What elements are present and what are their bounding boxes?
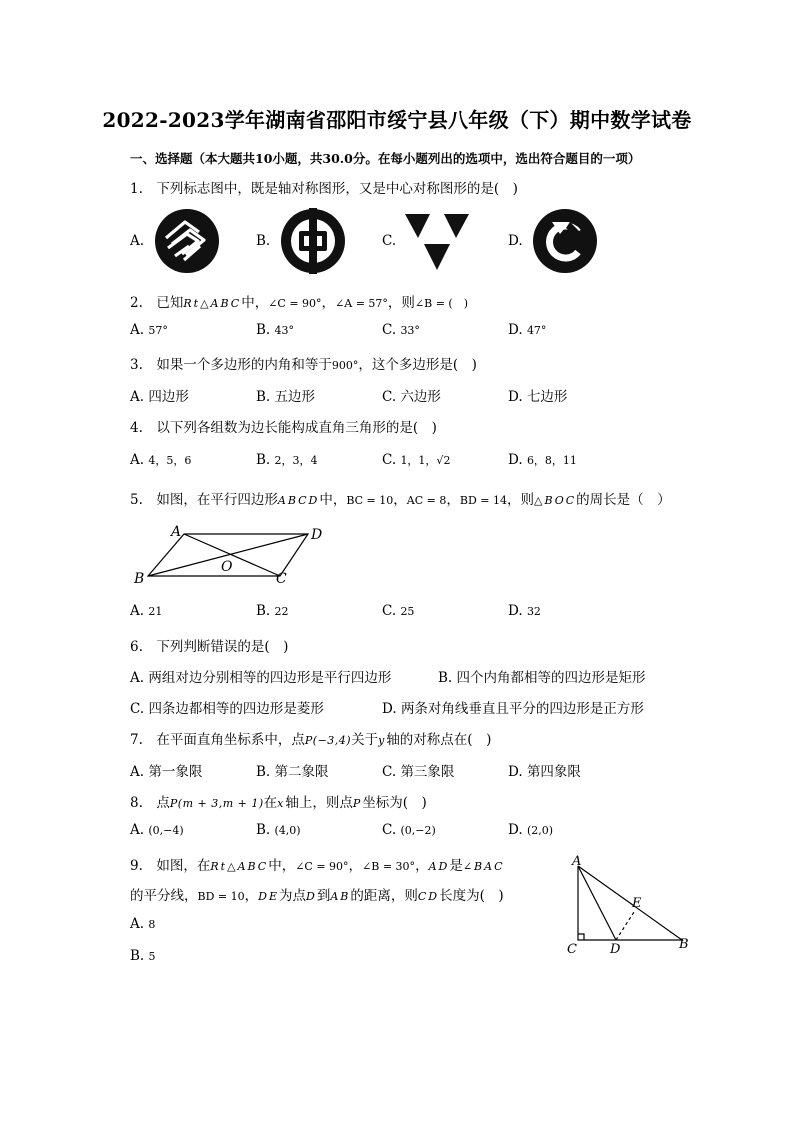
q1-option-c-label: C. (382, 233, 397, 249)
q9-math-cd: CD (417, 890, 440, 903)
q1-option-b-label: B. (256, 233, 271, 249)
q9-option-b-label: B. (130, 948, 145, 964)
question-7-stem (130, 728, 491, 748)
q9-text-f: 到 (316, 888, 331, 904)
q2-text-a: 2. 已知 (130, 295, 184, 311)
q2-math-angle-a: ∠A = 57° (335, 297, 388, 310)
q9-text-c: 是 (449, 858, 463, 874)
q4-option-c (382, 452, 450, 468)
q6-option-a (130, 666, 391, 686)
label-c: C (276, 571, 287, 587)
q9-sep-2: ， (415, 858, 429, 874)
label-d: D (311, 527, 323, 543)
q5-option-d-label: D. (508, 603, 523, 619)
question-9-stem-line-1 (130, 854, 505, 874)
q8-option-b-label: B. (256, 822, 271, 838)
label-a: A (171, 524, 182, 540)
construction-bank-logo-icon (530, 208, 600, 274)
question-8-stem (130, 791, 427, 811)
q4-option-c-text: 1，1，√2 (400, 454, 451, 467)
q4-option-d-text: 6，8，11 (526, 454, 577, 467)
q2-math-triangle: Rt△ABC (183, 297, 242, 310)
q7-option-d-label: D. (508, 764, 523, 780)
q3-option-d (508, 385, 567, 405)
q5-option-d (508, 603, 541, 619)
q8-option-b-text: (4,0) (274, 824, 301, 837)
q9-math-ab: AB (330, 890, 351, 903)
q7-option-b-text: 第二象限 (274, 764, 329, 780)
q5-math-bc: BC = 10 (346, 494, 394, 507)
q7-math-point: P(−3,4) (304, 734, 352, 747)
q3-option-d-text: 七边形 (526, 389, 568, 405)
q6-option-b (438, 666, 646, 686)
q5-option-b (256, 603, 289, 619)
q2-option-c-text: 33° (400, 324, 420, 337)
q5-text-b: 中， (319, 492, 347, 508)
q5-math-triangle: △BOC (533, 494, 577, 507)
q2-option-b (256, 322, 294, 338)
q5-option-c-text: 25 (400, 605, 415, 618)
q3-text-b: ，这个多边形是( ) (358, 357, 477, 373)
q5-math-ac: AC = 8 (406, 494, 447, 507)
q5-option-b-text: 22 (274, 605, 289, 618)
q8-option-a-label: A. (130, 822, 145, 838)
q9-text-b: 中， (268, 858, 296, 874)
q8-math-x: x (277, 797, 286, 810)
q2-option-a-text: 57° (148, 324, 168, 337)
q8-math-point: P(m + 3,m + 1) (169, 797, 264, 810)
q1-option-d-label: D. (508, 233, 523, 249)
q8-option-b (256, 822, 301, 838)
q6-option-b-text: 四个内角都相等的四边形是矩形 (456, 670, 646, 686)
q5-text-d: 的周长是（ ） (576, 492, 671, 508)
exam-title: 2022-2023学年湖南省邵阳市绥宁县八年级（下）期中数学试卷 (102, 108, 692, 132)
q2-option-d (508, 322, 546, 338)
q3-option-d-label: D. (508, 389, 523, 405)
q9-text-a: 9. 如图，在 (130, 858, 211, 874)
right-triangle-figure (560, 852, 700, 960)
q5-option-a (130, 603, 162, 619)
q3-option-a-text: 四边形 (148, 389, 189, 405)
label-b: B (679, 937, 689, 952)
q4-option-a-text: 4，5，6 (148, 454, 192, 467)
q5-option-c-label: C. (382, 603, 397, 619)
q8-text-b: 在 (263, 795, 278, 811)
q1-option-a-label: A. (130, 233, 145, 249)
q7-option-c-text: 第三象限 (400, 764, 455, 780)
q3-option-a-label: A. (130, 389, 145, 405)
q8-text-a: 8. 点 (130, 795, 170, 811)
question-2-stem (130, 291, 468, 311)
q7-math-y: y (378, 734, 387, 747)
q7-option-d (508, 760, 581, 780)
q2-text-b: 中， (241, 295, 269, 311)
q2-option-c-label: C. (382, 322, 397, 338)
q9-sep-1: ， (348, 858, 363, 874)
q3-option-a (130, 385, 189, 405)
q9-math-bd: BD = 10 (197, 890, 245, 903)
q5-math-abcd: ABCD (277, 494, 320, 507)
q5-text-c: ，则 (506, 492, 534, 508)
q4-option-a-label: A. (130, 452, 145, 468)
q9-text-h: 长度为( ) (439, 888, 504, 904)
question-5-stem (130, 488, 671, 508)
q8-option-a-text: (0,−4) (148, 824, 184, 837)
q8-text-c: 轴上，则点 (285, 795, 353, 811)
q4-option-b-label: B. (256, 452, 271, 468)
q6-option-c-text: 四条边都相等的四边形是菱形 (148, 701, 324, 717)
q5-option-a-label: A. (130, 603, 145, 619)
section-heading: 一、选择题（本大题共10小题，共30.0分。在每小题列出的选项中，选出符合题目的一项） (130, 151, 641, 166)
q4-option-b (256, 452, 318, 468)
q2-option-d-label: D. (508, 322, 523, 338)
q8-option-a (130, 822, 184, 838)
q9-text-g: 的距离，则 (350, 888, 418, 904)
q6-option-d-label: D. (382, 701, 397, 717)
q9-option-b (130, 948, 156, 964)
q3-option-c-label: C. (382, 389, 397, 405)
q3-math-degrees: 900° (331, 359, 359, 372)
question-1-stem: 1. 下列标志图中，既是轴对称图形，又是中心对称图形的是( ) (130, 181, 518, 197)
q2-option-b-text: 43° (274, 324, 295, 337)
q9-math-ad: AD (428, 860, 450, 873)
q3-option-b (256, 385, 315, 405)
label-b: B (134, 571, 145, 587)
q8-option-c-label: C. (382, 822, 397, 838)
question-9-stem-line-2 (130, 884, 504, 904)
q9-math-angle-bac: ∠BAC (462, 860, 505, 873)
q6-option-d (382, 697, 644, 717)
question-4-stem: 4. 以下列各组数为边长能构成直角三角形的是( ) (130, 420, 437, 436)
q8-option-d (508, 822, 553, 838)
question-6-stem: 6. 下列判断错误的是( ) (130, 639, 289, 655)
parallelogram-figure (128, 520, 338, 590)
q2-option-b-label: B. (256, 322, 271, 338)
q2-option-a-label: A. (130, 322, 145, 338)
q2-math-angle-c: ∠C = 90° (268, 297, 322, 310)
q4-option-d-label: D. (508, 452, 523, 468)
q9-math-angle-c: ∠C = 90° (295, 860, 349, 873)
q8-option-d-label: D. (508, 822, 523, 838)
q7-text-c: 轴的对称点在( ) (386, 732, 492, 748)
q9-text-e: 为点 (278, 888, 306, 904)
q6-option-d-text: 两条对角线垂直且平分的四边形是正方形 (400, 701, 644, 717)
china-mobile-logo-icon (152, 208, 222, 274)
q2-option-a (130, 322, 168, 338)
q9-math-triangle: Rt△ABC (210, 860, 269, 873)
q6-option-c-label: C. (130, 701, 145, 717)
q3-option-c (382, 385, 441, 405)
label-e: E (632, 896, 642, 911)
q5-text-a: 5. 如图，在平行四边形 (130, 492, 278, 508)
q6-option-b-label: B. (438, 670, 453, 686)
label-a: A (572, 854, 582, 869)
label-d: D (610, 942, 621, 957)
q4-option-d (508, 452, 577, 468)
label-o: O (221, 559, 233, 575)
q9-option-a (130, 916, 155, 932)
q7-option-c-label: C. (382, 764, 397, 780)
q9-option-a-label: A. (130, 916, 145, 932)
q7-text-a: 7. 在平面直角坐标系中，点 (130, 732, 305, 748)
q5-option-d-text: 32 (526, 605, 541, 618)
q7-option-c (382, 760, 454, 780)
q7-option-b (256, 760, 329, 780)
q3-option-b-text: 五边形 (274, 389, 316, 405)
q6-option-c (130, 697, 324, 717)
q2-sep-1: ， (321, 295, 336, 311)
q8-option-d-text: (2,0) (526, 824, 554, 837)
q7-option-a-label: A. (130, 764, 145, 780)
q9-option-b-text: 5 (148, 950, 156, 963)
q9-math-d: D (305, 890, 317, 903)
label-c: C (567, 942, 577, 957)
q9-math-angle-b: ∠B = 30° (362, 860, 416, 873)
q3-text-a: 3. 如果一个多边形的内角和等于 (130, 357, 332, 373)
q7-option-a-text: 第一象限 (148, 764, 203, 780)
q3-option-b-label: B. (256, 389, 271, 405)
q6-option-a-label: A. (130, 670, 145, 686)
q3-option-c-text: 六边形 (400, 389, 441, 405)
q8-math-p: P (352, 797, 363, 810)
q4-option-a (130, 452, 191, 468)
q8-option-c-text: (0,−2) (400, 824, 436, 837)
q7-option-d-text: 第四象限 (526, 764, 581, 780)
q9-sep-3: ， (244, 888, 259, 904)
q5-option-c (382, 603, 414, 619)
inverted-triangles-logo-icon (404, 212, 470, 272)
q5-math-bd: BD = 14 (459, 494, 507, 507)
q8-option-c (382, 822, 436, 838)
q6-option-a-text: 两组对边分别相等的四边形是平行四边形 (148, 670, 392, 686)
q7-text-b: 关于 (351, 732, 379, 748)
question-3-stem (130, 353, 477, 373)
bank-of-china-logo-icon (278, 208, 348, 274)
q5-option-a-text: 21 (148, 605, 163, 618)
q4-option-b-text: 2，3，4 (274, 454, 318, 467)
q8-text-d: 坐标为( ) (362, 795, 427, 811)
q2-text-c: ，则 (387, 295, 415, 311)
q9-text-d: 的平分线， (130, 888, 198, 904)
q4-option-c-label: C. (382, 452, 397, 468)
q9-math-de: DE (258, 890, 279, 903)
q5-sep-1: ， (393, 492, 407, 508)
q5-sep-2: ， (446, 492, 460, 508)
q7-option-b-label: B. (256, 764, 271, 780)
q7-option-a (130, 760, 202, 780)
q2-math-angle-b: ∠B = ( ) (414, 297, 469, 310)
q9-option-a-text: 8 (148, 918, 156, 931)
q2-option-c (382, 322, 420, 338)
q2-option-d-text: 47° (526, 324, 547, 337)
q5-option-b-label: B. (256, 603, 271, 619)
